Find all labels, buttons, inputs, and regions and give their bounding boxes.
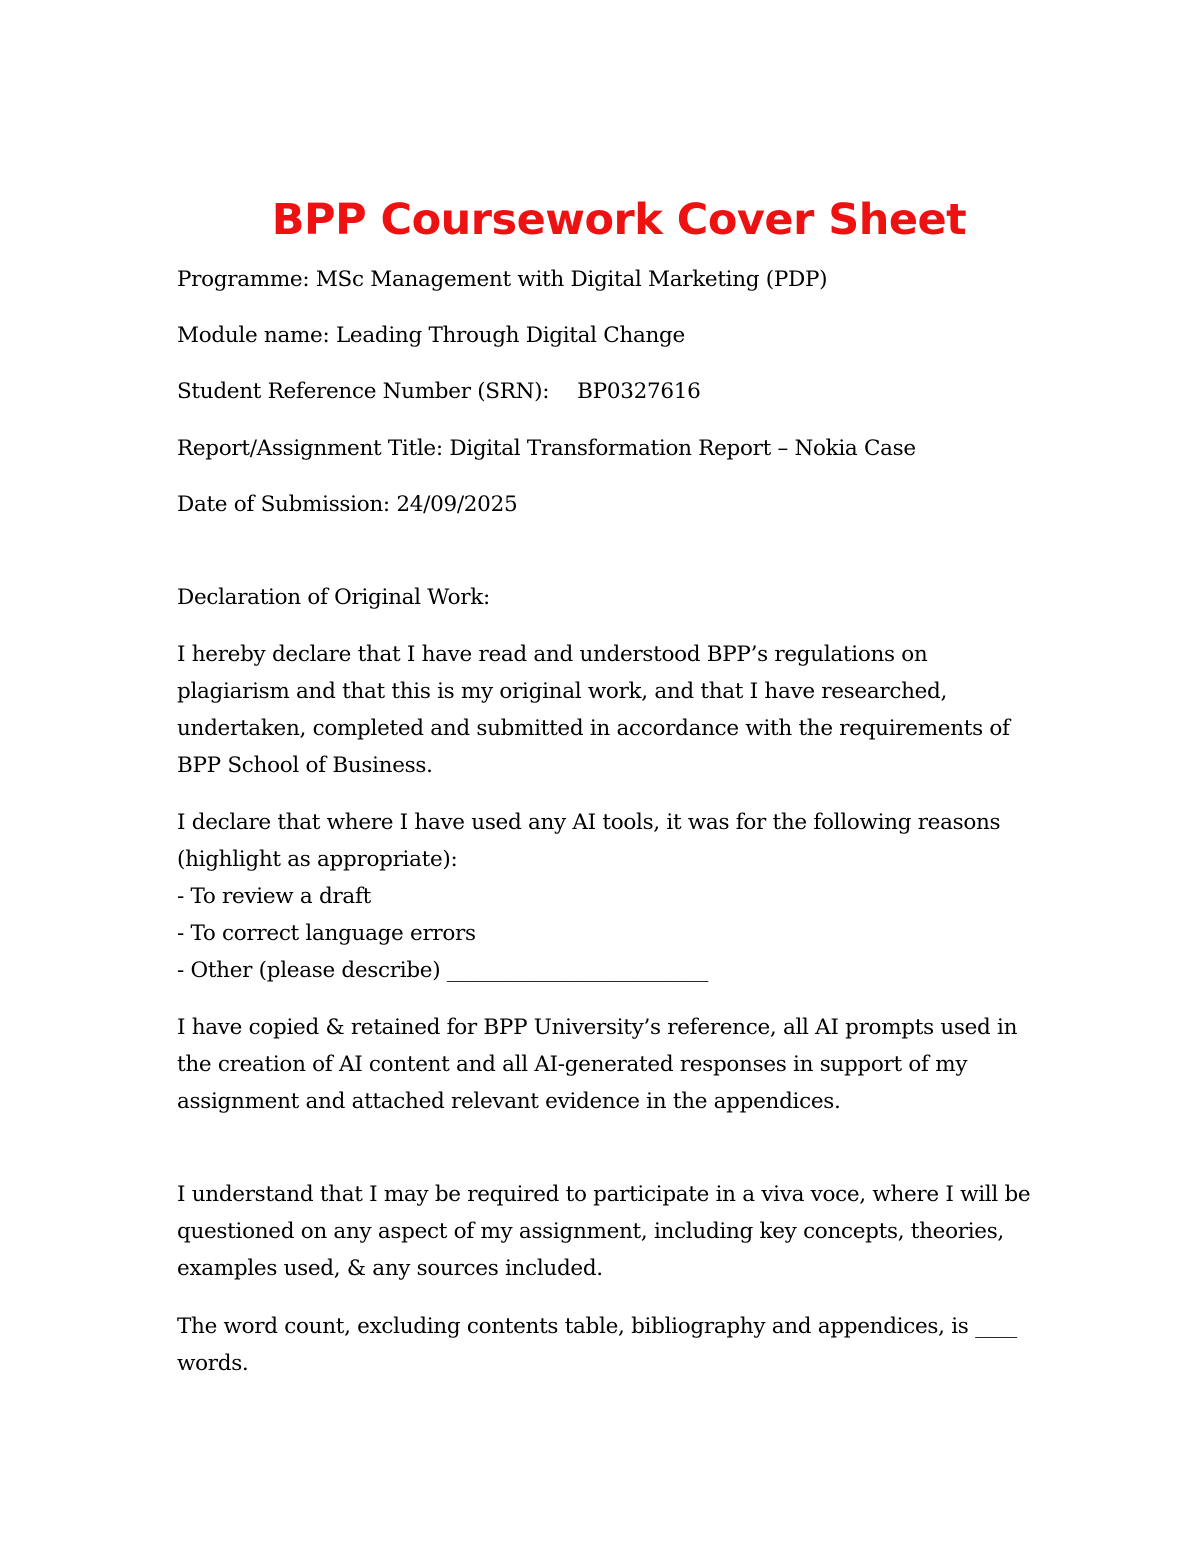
- declaration-heading: Declaration of Original Work:: [177, 585, 490, 610]
- list-item: - Other (please describe) _________________________: [177, 958, 709, 983]
- srn-label: Student Reference Number (SRN):: [177, 379, 550, 404]
- ai-reasons-list: [177, 878, 1037, 989]
- declaration-paragraph-4: I understand that I may be required to participate in a viva voce, where I will be questioned on any aspect of my assignment, including key concepts, theories, examples used, & any sources included.: [177, 1182, 1031, 1281]
- report-title-field: Report/Assignment Title: Digital Transformation Report – Nokia Case: [177, 436, 916, 461]
- word-count-statement: The word count, excluding contents table, bibliography and appendices, is ____ words.: [177, 1314, 1017, 1376]
- page-title: BPP Coursework Cover Sheet: [271, 195, 967, 245]
- ai-use-intro: I declare that where I have used any AI tools, it was for the following reasons (highlight as appropriate):: [177, 810, 1001, 872]
- declaration-paragraph-3: I have copied & retained for BPP University’s reference, all AI prompts used in the creation of AI content and all AI-generated responses in support of my assignment and attached relevant evidence in the appendices.: [177, 1015, 1018, 1114]
- declaration-paragraph-1: I hereby declare that I have read and understood BPP’s regulations on plagiarism and that this is my original work, and that I have researched, undertaken, completed and submitted in accordance with the requirements of BPP School of Business.: [177, 642, 1010, 778]
- srn-value: BP0327616: [577, 379, 701, 404]
- list-item: - To review a draft: [177, 884, 371, 909]
- ai-use-declaration: [177, 804, 1037, 989]
- list-item: - To correct language errors: [177, 921, 476, 946]
- module-field: Module name: Leading Through Digital Change: [177, 323, 685, 348]
- programme-field: Programme: MSc Management with Digital Marketing (PDP): [177, 267, 828, 292]
- srn-field: [177, 374, 701, 410]
- submission-date-field: Date of Submission: 24/09/2025: [177, 492, 518, 517]
